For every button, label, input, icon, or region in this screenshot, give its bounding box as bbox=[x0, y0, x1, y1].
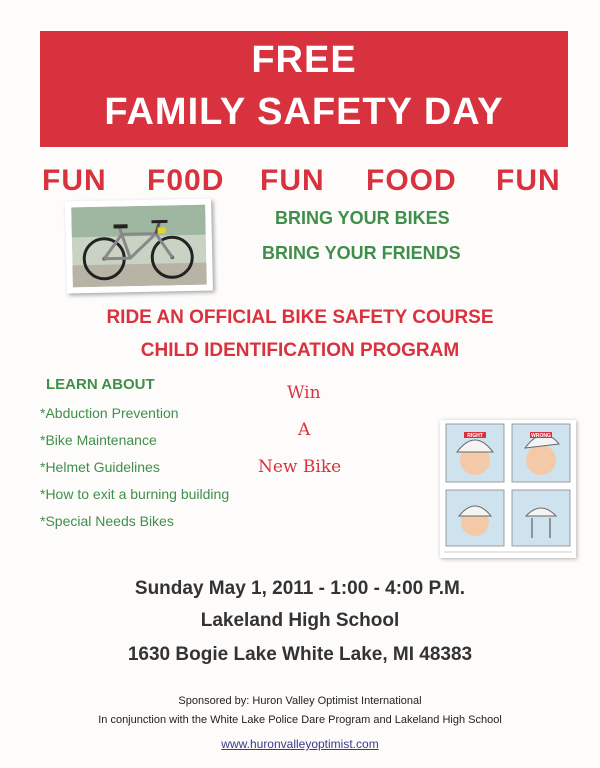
list-item: *Special Needs Bikes bbox=[40, 513, 174, 529]
website-footer bbox=[0, 735, 600, 753]
banner-free: FREE bbox=[251, 39, 357, 81]
fun-word: FUN bbox=[496, 164, 561, 197]
bring-bikes-text: BRING YOUR BIKES bbox=[275, 208, 450, 228]
sponsor-line: Sponsored by: Huron Valley Optimist International bbox=[178, 695, 422, 707]
partner-line: In conjunction with the White Lake Police Dare Program and Lakeland High School bbox=[98, 714, 502, 726]
helmet-diagram bbox=[440, 420, 576, 558]
helmet-guide-card bbox=[440, 420, 576, 558]
bike-image bbox=[71, 205, 207, 288]
event-venue: Lakeland High School bbox=[200, 610, 400, 631]
list-item: *How to exit a burning building bbox=[40, 486, 230, 502]
list-item: *Helmet Guidelines bbox=[40, 459, 160, 475]
bike-course-text: RIDE AN OFFICIAL BIKE SAFETY COURSE bbox=[106, 307, 494, 328]
fun-word: FUN bbox=[42, 164, 107, 197]
banner-title: FAMILY SAFETY DAY bbox=[104, 91, 504, 133]
learn-list bbox=[40, 404, 229, 539]
wrong-label: WRONG bbox=[531, 433, 551, 439]
website-link[interactable]: www.huronvalleyoptimist.com bbox=[221, 737, 379, 751]
fun-word: FUN bbox=[260, 164, 325, 197]
title-banner bbox=[40, 31, 568, 147]
event-datetime: Sunday May 1, 2011 - 1:00 - 4:00 P.M. bbox=[134, 578, 466, 599]
list-item: *Abduction Prevention bbox=[40, 405, 179, 421]
food-word: F00D bbox=[147, 164, 225, 197]
fun-food-row bbox=[0, 164, 600, 204]
learn-about-heading: LEARN ABOUT bbox=[46, 376, 155, 393]
list-item: *Bike Maintenance bbox=[40, 432, 157, 448]
win-a-text: A bbox=[298, 420, 311, 440]
new-bike-text: New Bike bbox=[258, 457, 342, 477]
bike-photo bbox=[65, 198, 213, 293]
food-word: FOOD bbox=[366, 164, 457, 197]
win-text: Win bbox=[287, 383, 321, 403]
right-label: RIGHT bbox=[467, 433, 483, 439]
child-id-text: CHILD IDENTIFICATION PROGRAM bbox=[140, 340, 460, 361]
event-address: 1630 Bogie Lake White Lake, MI 48383 bbox=[127, 644, 473, 665]
bring-friends-text: BRING YOUR FRIENDS bbox=[262, 243, 461, 263]
